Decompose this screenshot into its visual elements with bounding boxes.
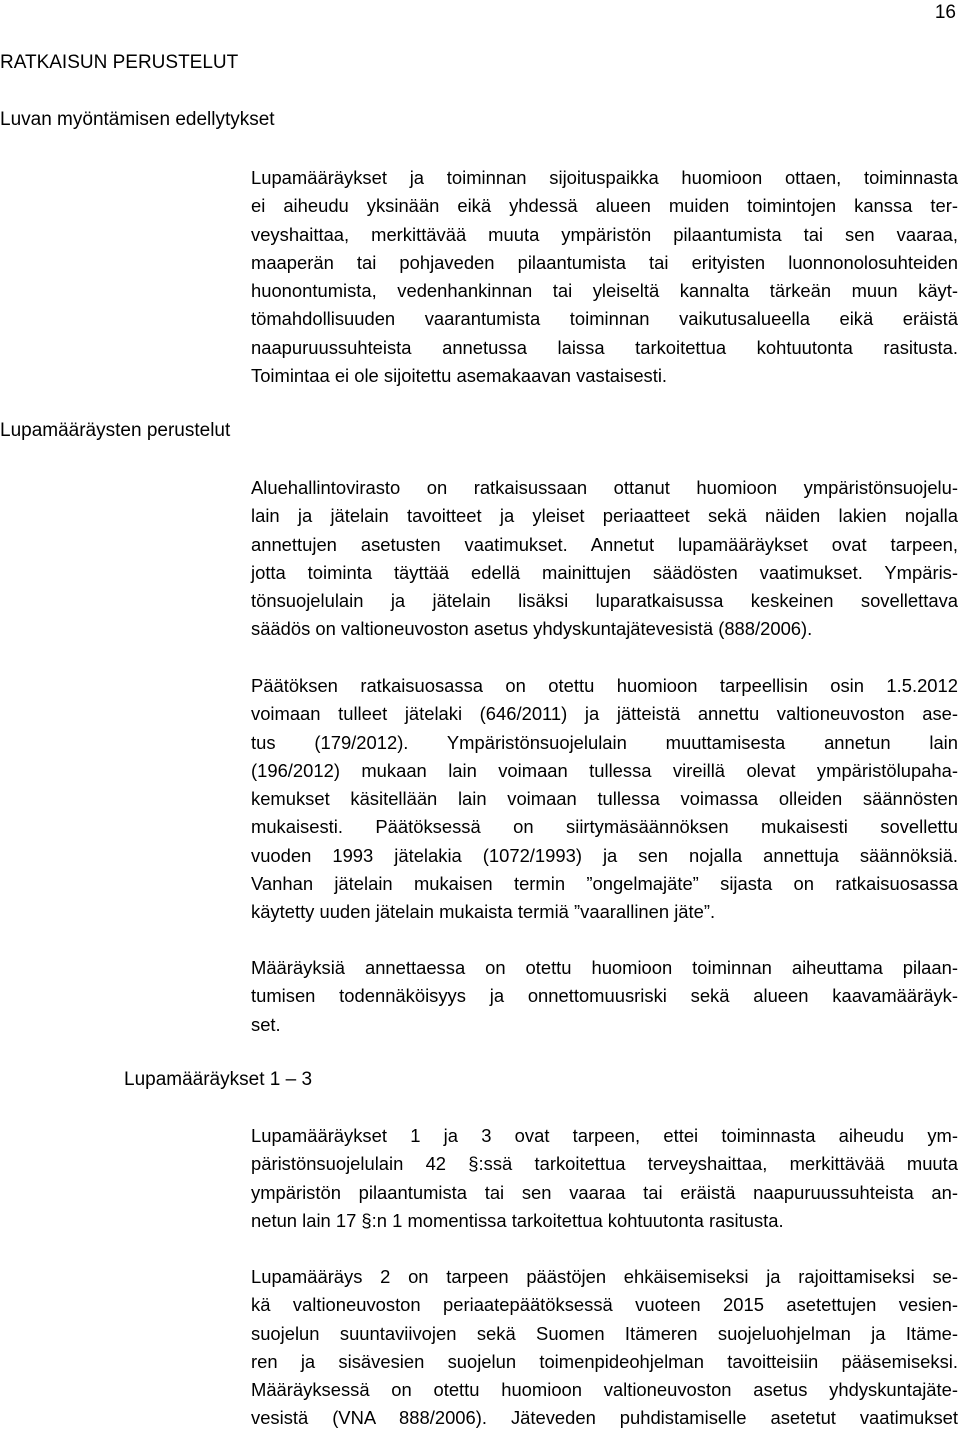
text-line: jotta toiminta täyttää edellä mainittujen säädösten vaatimukset. Ympäris- [251, 561, 958, 583]
text-line: käytetty uuden jätelain mukaista termiä ”vaarallinen jäte”. [251, 901, 716, 923]
paragraph-regulations-1-3 [251, 1122, 958, 1235]
text-line: annettujen asetusten vaatimukset. Annetut lupamääräykset ovat tarpeen, [251, 533, 958, 555]
text-line: säädös on valtioneuvoston asetus yhdyskuntajätevesistä (888/2006). [251, 618, 813, 640]
text-line: tömahdollisuuden vaarantumista toiminnan vaikutusalueella eikä eräistä [251, 308, 958, 330]
text-line: Lupamääräys 2 on tarpeen päästöjen ehkäisemiseksi ja rajoittamiseksi se- [251, 1266, 958, 1287]
text-line: Määräyksiä annettaessa on otettu huomioon toiminnan aiheuttama pilaan- [251, 957, 958, 978]
text-line: ympäristön pilaantumista tai sen vaaraa tai eräistä naapuruussuhteista an- [251, 1181, 958, 1203]
text-line: päristönsuojelulain 42 §:ssä tarkoitettua terveyshaittaa, merkittävää muuta [251, 1153, 958, 1175]
text-line: Toimintaa ei ole sijoitettu asemakaavan vastaisesti. [251, 365, 668, 387]
subsection-heading: Luvan myöntämisen edellytykset [0, 109, 275, 130]
text-line: naapuruussuhteista annetussa laissa tarkoitettua kohtuutonta rasitusta. [251, 336, 958, 358]
text-line: netun lain 17 §:n 1 momentissa tarkoitettua kohtuutonta rasitusta. [251, 1209, 784, 1231]
text-line: tus (179/2012). Ympäristönsuojelulain muuttamisesta annetun lain [251, 731, 958, 753]
paragraph-risk-considerations [251, 954, 958, 1039]
text-line: Lupamääräykset ja toiminnan sijoituspaikka huomioon ottaen, toiminnasta [251, 167, 958, 188]
text-line: suojelun suuntaviivojen sekä Suomen Itämeren suojeluohjelman ja Itäme- [251, 1322, 958, 1344]
text-line: kä valtioneuvoston periaatepäätöksessä vuoteen 2015 asetettujen vesien- [251, 1294, 958, 1316]
text-line: tönsuojelulain ja jätelain lisäksi luparatkaisussa keskeinen sovellettava [251, 590, 958, 612]
section-heading: RATKAISUN PERUSTELUT [0, 52, 239, 73]
text-line: maaperän tai pohjaveden pilaantumista tai erityisten luonnonolosuhteiden [251, 251, 958, 273]
side-label-regulations-1-3: Lupamääräykset 1 – 3 [124, 1069, 313, 1090]
text-line: veyshaittaa, merkittävää muuta ympäristön pilaantumista tai sen vaaraa, [251, 223, 958, 245]
text-line: Aluehallintovirasto on ratkaisussaan ottanut huomioon ympäristönsuojelu- [251, 477, 958, 498]
text-line: vesistä (VNA 888/2006). Jäteveden puhdistamiselle asetetut vaatimukset [251, 1407, 958, 1429]
text-line: Vanhan jätelain mukaisen termin ”ongelmajäte” sijasta on ratkaisuosassa [251, 873, 958, 895]
text-line: ren ja sisävesien suojelun toimenpideohjelman tavoitteisiin pääsemiseksi. [251, 1350, 958, 1372]
text-line: Lupamääräykset 1 ja 3 ovat tarpeen, ettei toiminnasta aiheudu ym- [251, 1125, 958, 1146]
text-line: voimaan tulleet jätelaki (646/2011) ja jätteistä annettu valtioneuvoston ase- [251, 703, 958, 725]
text-line: vuoden 1993 jätelakia (1072/1993) ja sen nojalla annettuja säännöksiä. [251, 844, 958, 866]
text-line: tumisen todennäköisyys ja onnettomuusriski sekä alueen kaavamääräyk- [251, 985, 958, 1007]
text-line: mukaisesti. Päätöksessä on siirtymäsäännöksen mukaisesti sovellettu [251, 816, 958, 838]
paragraph-waste-act [251, 672, 958, 927]
text-line: set. [251, 1013, 281, 1035]
page-number: 16 [934, 2, 956, 23]
text-line: Päätöksen ratkaisuosassa on otettu huomioon tarpeellisin osin 1.5.2012 [251, 675, 958, 696]
text-line: (196/2012) mukaan lain voimaan tullessa vireillä olevat ympäristölupaha- [251, 759, 958, 781]
paragraph-regulation-2 [251, 1263, 958, 1433]
side-label-regulation-grounds: Lupamääräysten perustelut [0, 420, 231, 441]
paragraph-legal-basis [251, 474, 958, 644]
text-line: lain ja jätelain tavoitteet ja yleiset periaatteet sekä näiden lakien nojalla [251, 505, 958, 527]
paragraph-permit-conditions [251, 164, 958, 390]
text-line: huonontumista, vedenhankinnan tai yleiseltä kannalta tärkeän muun käyt- [251, 280, 958, 302]
text-line: Määräyksessä on otettu huomioon valtioneuvoston asetus yhdyskuntajäte- [251, 1379, 958, 1401]
text-line: kemukset käsitellään lain voimaan tullessa voimassa olleiden säännösten [251, 788, 958, 810]
text-line: ei aiheudu yksinään eikä yhdessä alueen muiden toimintojen kanssa ter- [251, 195, 958, 217]
